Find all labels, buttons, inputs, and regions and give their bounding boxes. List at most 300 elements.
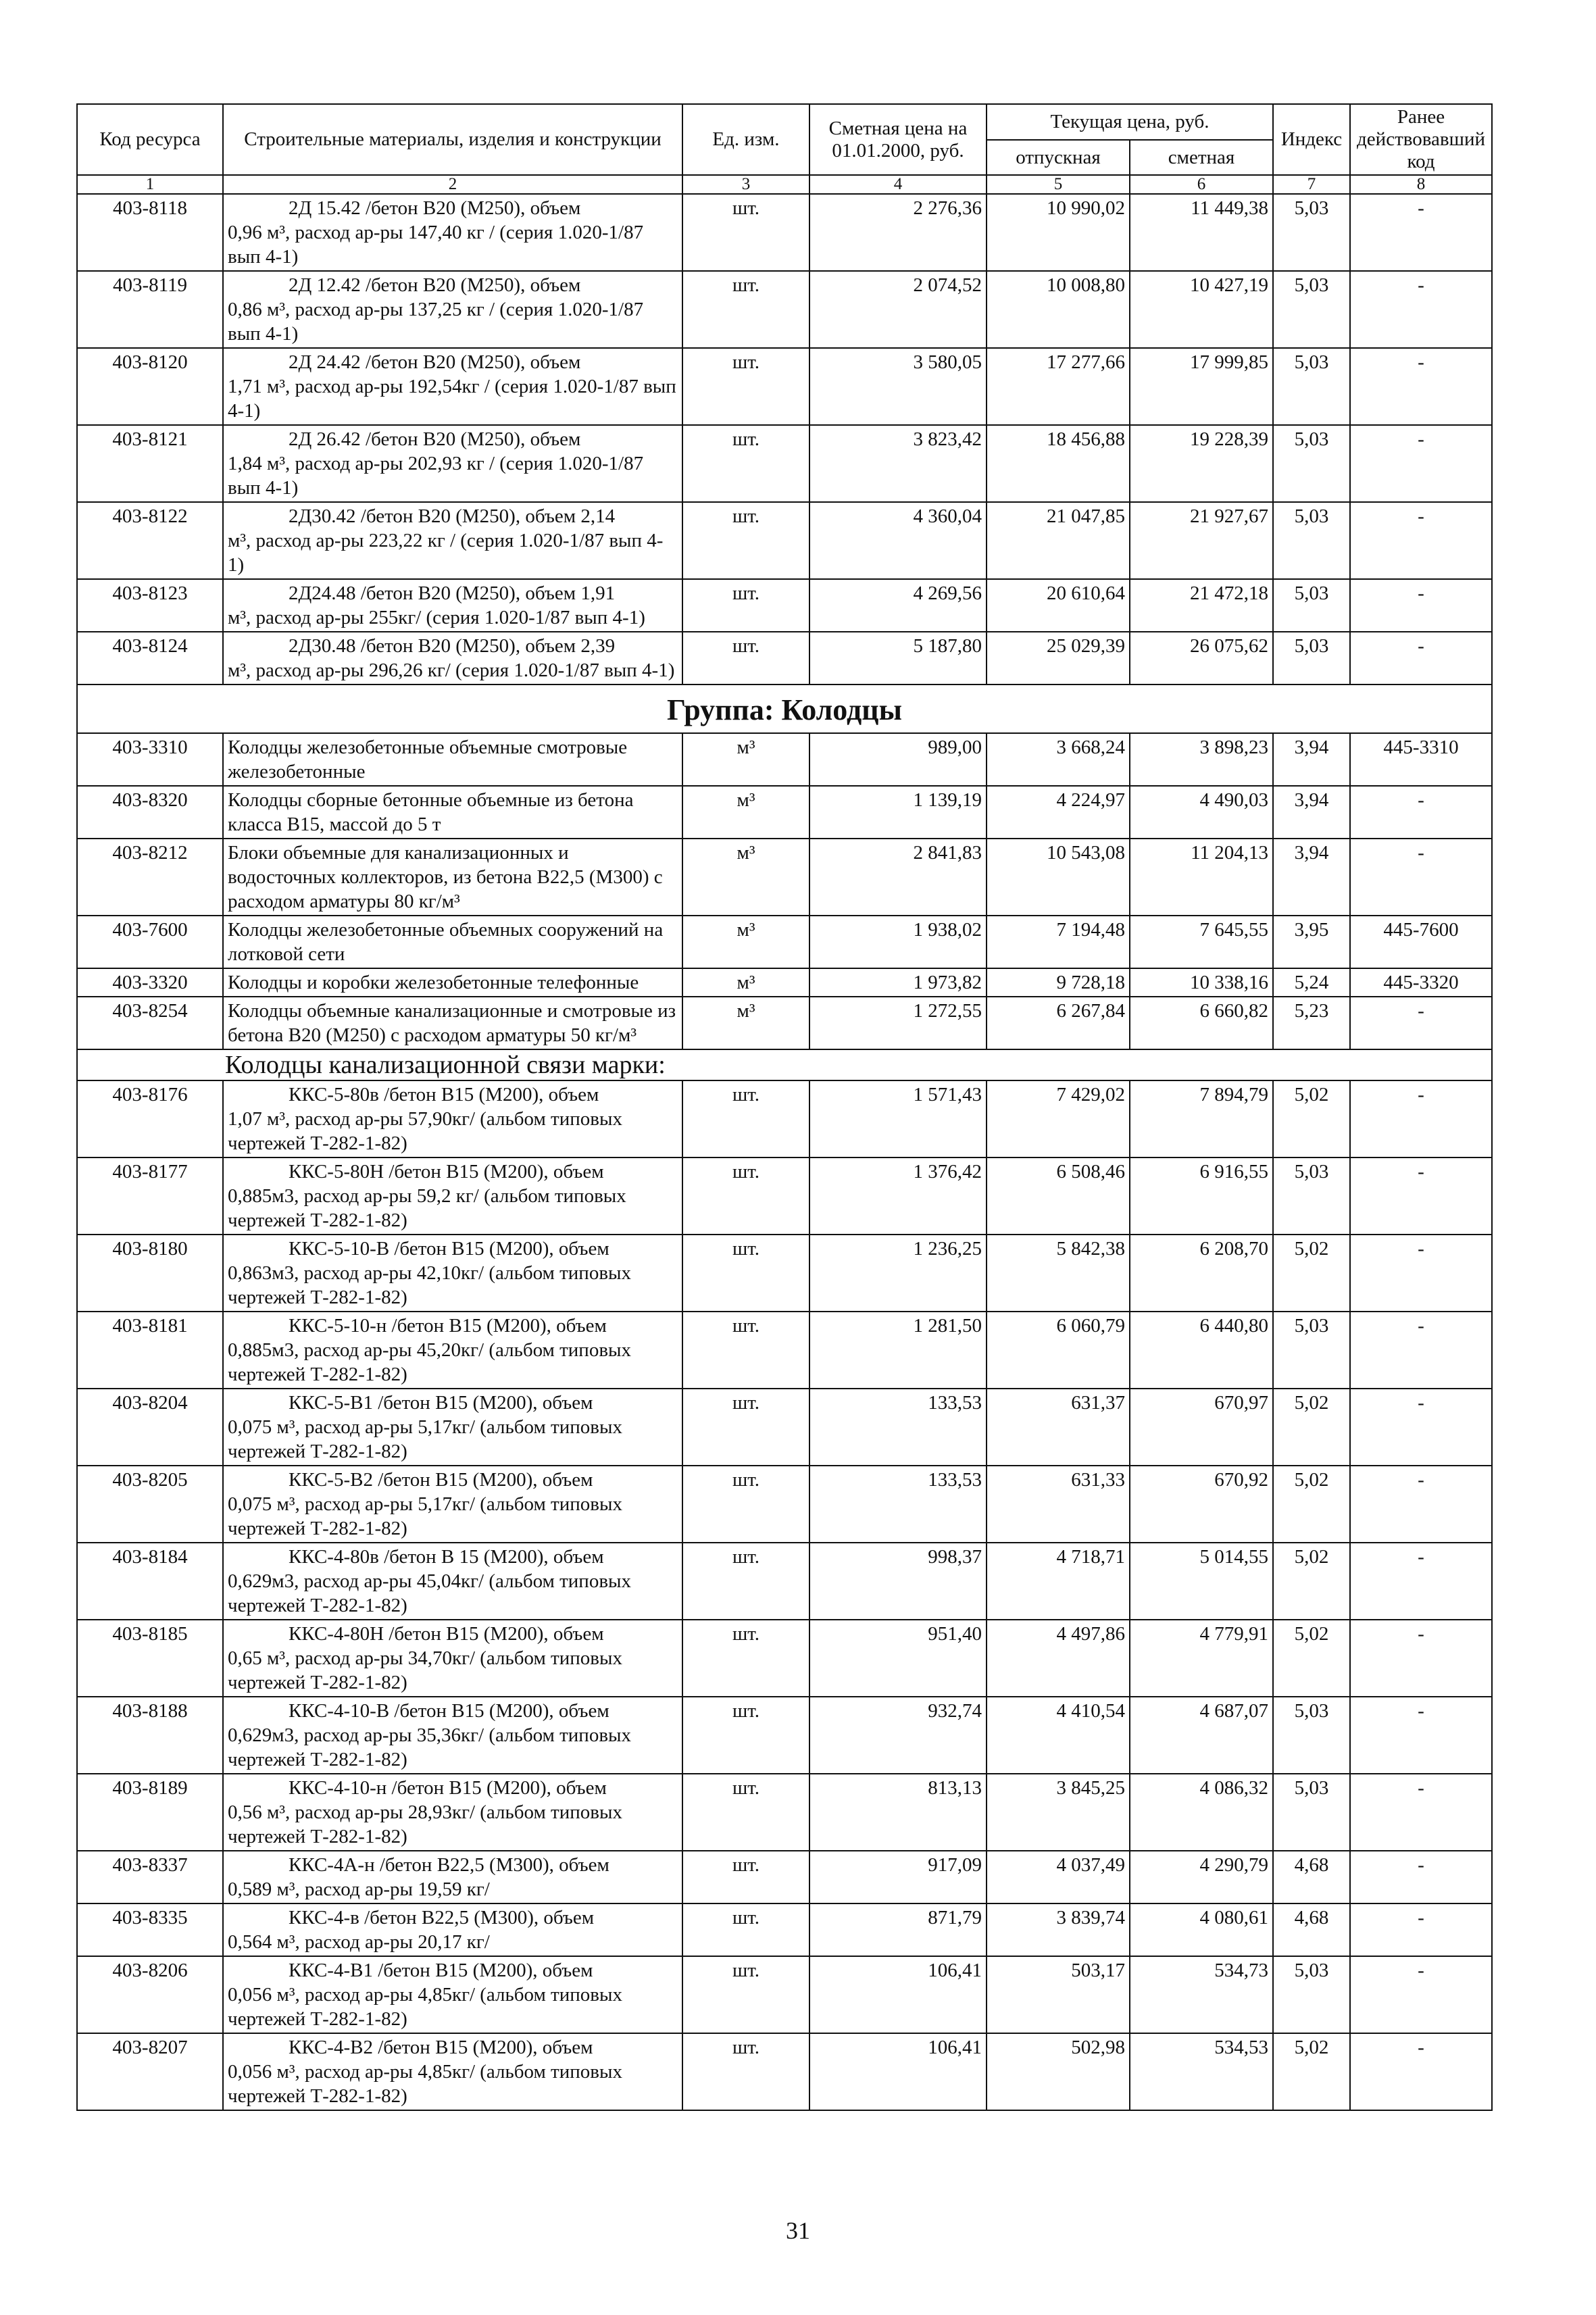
base-price-2000: 1 281,50 [809,1312,987,1389]
previous-code: - [1350,1158,1492,1235]
price-index: 5,03 [1273,1158,1350,1235]
resource-code: 403-8320 [77,786,223,839]
description-line-2: 0,589 м³, расход ар-ры 19,59 кг/ [228,1878,490,1900]
table-row [77,733,1492,786]
estimate-price: 4 080,61 [1130,1903,1273,1956]
description-line-2: 0,056 м³, расход ар-ры 4,85кг/ (альбом типовых чертежей Т-282-1-82) [228,2061,622,2107]
base-price-2000: 4 269,56 [809,579,987,632]
previous-code: - [1350,1466,1492,1543]
table-row [77,1903,1492,1956]
resource-code: 403-3320 [77,968,223,997]
price-index: 3,94 [1273,733,1350,786]
release-price: 9 728,18 [987,968,1130,997]
description-line-1: 2Д 12.42 /бетон В20 (М250), объем [289,274,581,296]
table-row [77,997,1492,1049]
estimate-price: 19 228,39 [1130,425,1273,502]
resource-code: 403-8185 [77,1620,223,1697]
material-description [223,1389,682,1466]
resource-code: 403-8123 [77,579,223,632]
unit-of-measure: шт. [682,579,809,632]
unit-of-measure: шт. [682,1158,809,1235]
previous-code: - [1350,579,1492,632]
previous-code: - [1350,786,1492,839]
previous-code: - [1350,997,1492,1049]
table-row [77,1389,1492,1466]
resource-code: 403-8206 [77,1956,223,2033]
resource-code: 403-8120 [77,348,223,425]
previous-code: - [1350,1080,1492,1158]
release-price: 17 277,66 [987,348,1130,425]
unit-of-measure: шт. [682,1466,809,1543]
description-line-1: ККС-4-В2 /бетон В15 (М200), объем [289,2037,593,2058]
base-price-2000: 1 272,55 [809,997,987,1049]
price-index: 5,03 [1273,632,1350,684]
material-description [223,502,682,579]
release-price: 7 194,48 [987,916,1130,968]
description-line-1: ККС-4-80в /бетон В 15 (М200), объем [289,1546,604,1568]
table-row [77,579,1492,632]
table-row [77,194,1492,271]
unit-of-measure: шт. [682,1620,809,1697]
table-row [77,839,1492,916]
description-line-2: м³, расход ар-ры 255кг/ (серия 1.020-1/87 вып 4-1) [228,607,645,628]
table-row [77,1620,1492,1697]
price-index: 5,23 [1273,997,1350,1049]
estimate-price: 670,92 [1130,1466,1273,1543]
previous-code: - [1350,1235,1492,1312]
base-price-2000: 989,00 [809,733,987,786]
base-price-2000: 917,09 [809,1851,987,1903]
description-line-1: ККС-5-В1 /бетон В15 (М200), объем [289,1392,593,1414]
estimate-price: 4 687,07 [1130,1697,1273,1774]
release-price: 5 842,38 [987,1235,1130,1312]
previous-code: - [1350,502,1492,579]
resource-code: 403-8189 [77,1774,223,1851]
description-line-1: 2Д30.48 /бетон В20 (М250), объем 2,39 [289,635,616,657]
unit-of-measure: шт. [682,271,809,348]
table-row [77,1235,1492,1312]
material-description [223,579,682,632]
price-index: 5,02 [1273,1620,1350,1697]
release-price: 10 008,80 [987,271,1130,348]
description-line-2: 0,86 м³, расход ар-ры 137,25 кг / (серия 1.020-1/87 вып 4-1) [228,299,644,345]
description-line-2: 0,885м3, расход ар-ры 45,20кг/ (альбом типовых чертежей Т-282-1-82) [228,1339,632,1385]
material-description [223,1543,682,1620]
unit-of-measure: шт. [682,1697,809,1774]
base-price-2000: 932,74 [809,1697,987,1774]
material-description [223,632,682,684]
description-line-2: 0,863м3, расход ар-ры 42,10кг/ (альбом типовых чертежей Т-282-1-82) [228,1262,632,1308]
material-description [223,1903,682,1956]
description-line-2: 0,65 м³, расход ар-ры 34,70кг/ (альбом типовых чертежей Т-282-1-82) [228,1647,622,1693]
description-line-2: 0,564 м³, расход ар-ры 20,17 кг/ [228,1931,490,1953]
release-price: 25 029,39 [987,632,1130,684]
unit-of-measure: шт. [682,1235,809,1312]
header-unit: Ед. изм. [682,104,809,175]
unit-of-measure: шт. [682,1851,809,1903]
base-price-2000: 951,40 [809,1620,987,1697]
estimate-price: 6 208,70 [1130,1235,1273,1312]
material-description [223,1158,682,1235]
table-row [77,1543,1492,1620]
table-body [77,194,1492,2110]
table-row [77,632,1492,684]
base-price-2000: 3 580,05 [809,348,987,425]
release-price: 631,37 [987,1389,1130,1466]
column-number: 4 [809,175,987,194]
release-price: 10 990,02 [987,194,1130,271]
base-price-2000: 2 841,83 [809,839,987,916]
description-line-2: 1,84 м³, расход ар-ры 202,93 кг / (серия 1.020-1/87 вып 4-1) [228,453,644,499]
unit-of-measure: шт. [682,1956,809,2033]
previous-code: - [1350,839,1492,916]
column-number: 6 [1130,175,1273,194]
description-line-2: 1,07 м³, расход ар-ры 57,90кг/ (альбом типовых чертежей Т-282-1-82) [228,1108,622,1154]
estimate-price: 7 645,55 [1130,916,1273,968]
header-release: отпускная [987,140,1130,175]
description-line-2: м³, расход ар-ры 223,22 кг / (серия 1.020-1/87 вып 4-1) [228,530,664,576]
base-price-2000: 1 938,02 [809,916,987,968]
unit-of-measure: шт. [682,1389,809,1466]
unit-of-measure: шт. [682,1312,809,1389]
estimate-price: 10 427,19 [1130,271,1273,348]
table-row [77,786,1492,839]
base-price-2000: 133,53 [809,1466,987,1543]
material-description [223,194,682,271]
column-number: 8 [1350,175,1492,194]
table-row [77,1080,1492,1158]
material-description: Блоки объемные для канализационных и водосточных коллекторов, из бетона В22,5 (М300) с расходом арматуры 80 кг/м³ [223,839,682,916]
description-line-1: ККС-5-В2 /бетон В15 (М200), объем [289,1469,593,1491]
release-price: 3 845,25 [987,1774,1130,1851]
previous-code: - [1350,194,1492,271]
material-description [223,1956,682,2033]
estimate-price: 670,97 [1130,1389,1273,1466]
unit-of-measure: м³ [682,733,809,786]
resource-code: 403-8184 [77,1543,223,1620]
header-current-price: Текущая цена, руб. [987,104,1273,140]
resource-code: 403-8124 [77,632,223,684]
description-line-1: 2Д 26.42 /бетон В20 (М250), объем [289,428,581,450]
price-index: 5,03 [1273,502,1350,579]
price-index: 5,02 [1273,1080,1350,1158]
release-price: 6 267,84 [987,997,1130,1049]
base-price-2000: 998,37 [809,1543,987,1620]
previous-code: - [1350,1312,1492,1389]
resource-code: 403-8122 [77,502,223,579]
previous-code: 445-3310 [1350,733,1492,786]
group-heading-row [77,684,1492,733]
price-index: 5,03 [1273,1312,1350,1389]
base-price-2000: 813,13 [809,1774,987,1851]
estimate-price: 4 490,03 [1130,786,1273,839]
description-line-2: м³, расход ар-ры 296,26 кг/ (серия 1.020-1/87 вып 4-1) [228,659,675,681]
column-number: 1 [77,175,223,194]
header-index: Индекс [1273,104,1350,175]
unit-of-measure: шт. [682,194,809,271]
resource-code: 403-8181 [77,1312,223,1389]
release-price: 21 047,85 [987,502,1130,579]
table-row [77,1774,1492,1851]
base-price-2000: 106,41 [809,1956,987,2033]
base-price-2000: 1 973,82 [809,968,987,997]
material-description [223,1312,682,1389]
description-line-1: ККС-4А-н /бетон В22,5 (М300), объем [289,1854,609,1876]
column-number: 3 [682,175,809,194]
unit-of-measure: шт. [682,1080,809,1158]
release-price: 4 037,49 [987,1851,1130,1903]
price-index: 3,94 [1273,786,1350,839]
release-price: 4 497,86 [987,1620,1130,1697]
base-price-2000: 1 571,43 [809,1080,987,1158]
previous-code: - [1350,425,1492,502]
material-description [223,1851,682,1903]
resource-code: 403-8335 [77,1903,223,1956]
description-line-1: ККС-4-10-н /бетон В15 (М200), объем [289,1777,607,1799]
release-price: 4 718,71 [987,1543,1130,1620]
resource-code: 403-8118 [77,194,223,271]
material-description [223,1697,682,1774]
resource-code: 403-8207 [77,2033,223,2110]
price-table [76,103,1493,2111]
price-index: 3,94 [1273,839,1350,916]
description-line-2: 0,885м3, расход ар-ры 59,2 кг/ (альбом типовых чертежей Т-282-1-82) [228,1185,626,1231]
resource-code: 403-8177 [77,1158,223,1235]
previous-code: - [1350,1697,1492,1774]
base-price-2000: 1 139,19 [809,786,987,839]
estimate-price: 4 779,91 [1130,1620,1273,1697]
material-description [223,1466,682,1543]
description-line-1: ККС-4-в /бетон В22,5 (М300), объем [289,1907,595,1928]
unit-of-measure: шт. [682,632,809,684]
subgroup-heading-row [77,1049,1492,1080]
estimate-price: 534,53 [1130,2033,1273,2110]
estimate-price: 4 290,79 [1130,1851,1273,1903]
description-line-2: 0,629м3, расход ар-ры 35,36кг/ (альбом типовых чертежей Т-282-1-82) [228,1724,632,1770]
table-row [77,502,1492,579]
previous-code: - [1350,1543,1492,1620]
estimate-price: 17 999,85 [1130,348,1273,425]
column-numbers-row [77,175,1492,194]
release-price: 502,98 [987,2033,1130,2110]
release-price: 4 224,97 [987,786,1130,839]
price-index: 5,03 [1273,1697,1350,1774]
material-description [223,425,682,502]
resource-code: 403-8205 [77,1466,223,1543]
description-line-2: 0,629м3, расход ар-ры 45,04кг/ (альбом типовых чертежей Т-282-1-82) [228,1570,632,1616]
previous-code: - [1350,1851,1492,1903]
description-line-2: 0,56 м³, расход ар-ры 28,93кг/ (альбом типовых чертежей Т-282-1-82) [228,1801,622,1847]
description-line-1: ККС-5-80в /бетон В15 (М200), объем [289,1084,599,1105]
estimate-price: 3 898,23 [1130,733,1273,786]
resource-code: 403-7600 [77,916,223,968]
resource-code: 403-8212 [77,839,223,916]
unit-of-measure: м³ [682,968,809,997]
material-description [223,348,682,425]
description-line-2: 0,075 м³, расход ар-ры 5,17кг/ (альбом типовых чертежей Т-282-1-82) [228,1493,622,1539]
price-index: 5,02 [1273,1235,1350,1312]
estimate-price: 6 440,80 [1130,1312,1273,1389]
previous-code: - [1350,1620,1492,1697]
estimate-price: 5 014,55 [1130,1543,1273,1620]
release-price: 6 060,79 [987,1312,1130,1389]
base-price-2000: 3 823,42 [809,425,987,502]
table-row [77,1697,1492,1774]
description-line-1: 2Д30.42 /бетон В20 (М250), объем 2,14 [289,505,616,527]
table-row [77,1466,1492,1543]
table-row [77,916,1492,968]
estimate-price: 6 916,55 [1130,1158,1273,1235]
column-number: 7 [1273,175,1350,194]
description-line-1: ККС-5-10-В /бетон В15 (М200), объем [289,1238,609,1260]
material-description: Колодцы и коробки железобетонные телефонные [223,968,682,997]
base-price-2000: 1 376,42 [809,1158,987,1235]
price-index: 5,03 [1273,1956,1350,2033]
resource-code: 403-8119 [77,271,223,348]
header-materials: Строительные материалы, изделия и конструкции [223,104,682,175]
release-price: 3 668,24 [987,733,1130,786]
price-index: 4,68 [1273,1903,1350,1956]
material-description [223,271,682,348]
header-previous-code: Ранее действовавший код [1350,104,1492,175]
release-price: 10 543,08 [987,839,1130,916]
resource-code: 403-8337 [77,1851,223,1903]
description-line-1: ККС-4-80Н /бетон В15 (М200), объем [289,1623,604,1645]
estimate-price: 11 449,38 [1130,194,1273,271]
previous-code: - [1350,1956,1492,2033]
price-index: 5,03 [1273,271,1350,348]
price-index: 5,02 [1273,1466,1350,1543]
base-price-2000: 2 074,52 [809,271,987,348]
unit-of-measure: шт. [682,348,809,425]
unit-of-measure: шт. [682,1543,809,1620]
previous-code: - [1350,1903,1492,1956]
base-price-2000: 2 276,36 [809,194,987,271]
description-line-2: 0,96 м³, расход ар-ры 147,40 кг / (серия 1.020-1/87 вып 4-1) [228,222,644,268]
material-description: Колодцы объемные канализационные и смотровые из бетона В20 (М250) с расходом арматуры 50 кг/м³ [223,997,682,1049]
price-index: 5,02 [1273,1543,1350,1620]
description-line-1: ККС-4-В1 /бетон В15 (М200), объем [289,1960,593,1981]
table-row [77,1956,1492,2033]
previous-code: - [1350,271,1492,348]
price-index: 5,03 [1273,348,1350,425]
table-row [77,271,1492,348]
table-row [77,1158,1492,1235]
header-estimate: сметная [1130,140,1273,175]
unit-of-measure: м³ [682,786,809,839]
description-line-1: ККС-4-10-В /бетон В15 (М200), объем [289,1700,609,1722]
table-row [77,348,1492,425]
unit-of-measure: шт. [682,502,809,579]
description-line-2: 0,075 м³, расход ар-ры 5,17кг/ (альбом типовых чертежей Т-282-1-82) [228,1416,622,1462]
material-description: Колодцы железобетонные объемные смотровые железобетонные [223,733,682,786]
price-index: 5,03 [1273,194,1350,271]
resource-code: 403-3310 [77,733,223,786]
estimate-price: 11 204,13 [1130,839,1273,916]
material-description: Колодцы сборные бетонные объемные из бетона класса В15, массой до 5 т [223,786,682,839]
table-row [77,425,1492,502]
unit-of-measure: шт. [682,425,809,502]
price-index: 3,95 [1273,916,1350,968]
price-index: 5,03 [1273,579,1350,632]
table-header [77,104,1492,194]
release-price: 18 456,88 [987,425,1130,502]
estimate-price: 534,73 [1130,1956,1273,2033]
estimate-price: 21 472,18 [1130,579,1273,632]
price-index: 5,24 [1273,968,1350,997]
header-estimate-price: Сметная цена на 01.01.2000, руб. [809,104,987,175]
previous-code: - [1350,1774,1492,1851]
base-price-2000: 4 360,04 [809,502,987,579]
price-index: 4,68 [1273,1851,1350,1903]
previous-code: - [1350,2033,1492,2110]
unit-of-measure: м³ [682,997,809,1049]
previous-code: 445-7600 [1350,916,1492,968]
page-number: 31 [786,2217,810,2244]
resource-code: 403-8204 [77,1389,223,1466]
base-price-2000: 106,41 [809,2033,987,2110]
release-price: 6 508,46 [987,1158,1130,1235]
header-code: Код ресурса [77,104,223,175]
base-price-2000: 133,53 [809,1389,987,1466]
unit-of-measure: м³ [682,916,809,968]
release-price: 631,33 [987,1466,1130,1543]
release-price: 503,17 [987,1956,1130,2033]
previous-code: 445-3320 [1350,968,1492,997]
table-row [77,2033,1492,2110]
resource-code: 403-8188 [77,1697,223,1774]
previous-code: - [1350,348,1492,425]
estimate-price: 4 086,32 [1130,1774,1273,1851]
estimate-price: 21 927,67 [1130,502,1273,579]
column-number: 5 [987,175,1130,194]
group-title: Группа: Колодцы [77,684,1492,733]
release-price: 20 610,64 [987,579,1130,632]
material-description [223,1080,682,1158]
material-description [223,1774,682,1851]
description-line-2: 1,71 м³, расход ар-ры 192,54кг / (серия 1.020-1/87 вып 4-1) [228,376,676,422]
resource-code: 403-8121 [77,425,223,502]
description-line-1: 2Д 24.42 /бетон В20 (М250), объем [289,351,581,373]
material-description [223,1620,682,1697]
base-price-2000: 1 236,25 [809,1235,987,1312]
unit-of-measure: шт. [682,1774,809,1851]
description-line-2: 0,056 м³, расход ар-ры 4,85кг/ (альбом типовых чертежей Т-282-1-82) [228,1984,622,2030]
base-price-2000: 871,79 [809,1903,987,1956]
description-line-1: 2Д 15.42 /бетон В20 (М250), объем [289,197,581,219]
resource-code: 403-8254 [77,997,223,1049]
base-price-2000: 5 187,80 [809,632,987,684]
price-index: 5,03 [1273,1774,1350,1851]
estimate-price: 6 660,82 [1130,997,1273,1049]
table-row [77,1851,1492,1903]
table-row [77,1312,1492,1389]
material-description [223,1235,682,1312]
price-index: 5,02 [1273,1389,1350,1466]
release-price: 7 429,02 [987,1080,1130,1158]
release-price: 3 839,74 [987,1903,1130,1956]
material-description: Колодцы железобетонные объемных сооружений на лотковой сети [223,916,682,968]
previous-code: - [1350,632,1492,684]
subgroup-title: Колодцы канализационной связи марки: [77,1049,1492,1080]
release-price: 4 410,54 [987,1697,1130,1774]
description-line-1: ККС-5-80Н /бетон В15 (М200), объем [289,1161,604,1183]
unit-of-measure: шт. [682,2033,809,2110]
column-number: 2 [223,175,682,194]
material-description [223,2033,682,2110]
price-index: 5,03 [1273,425,1350,502]
unit-of-measure: шт. [682,1903,809,1956]
